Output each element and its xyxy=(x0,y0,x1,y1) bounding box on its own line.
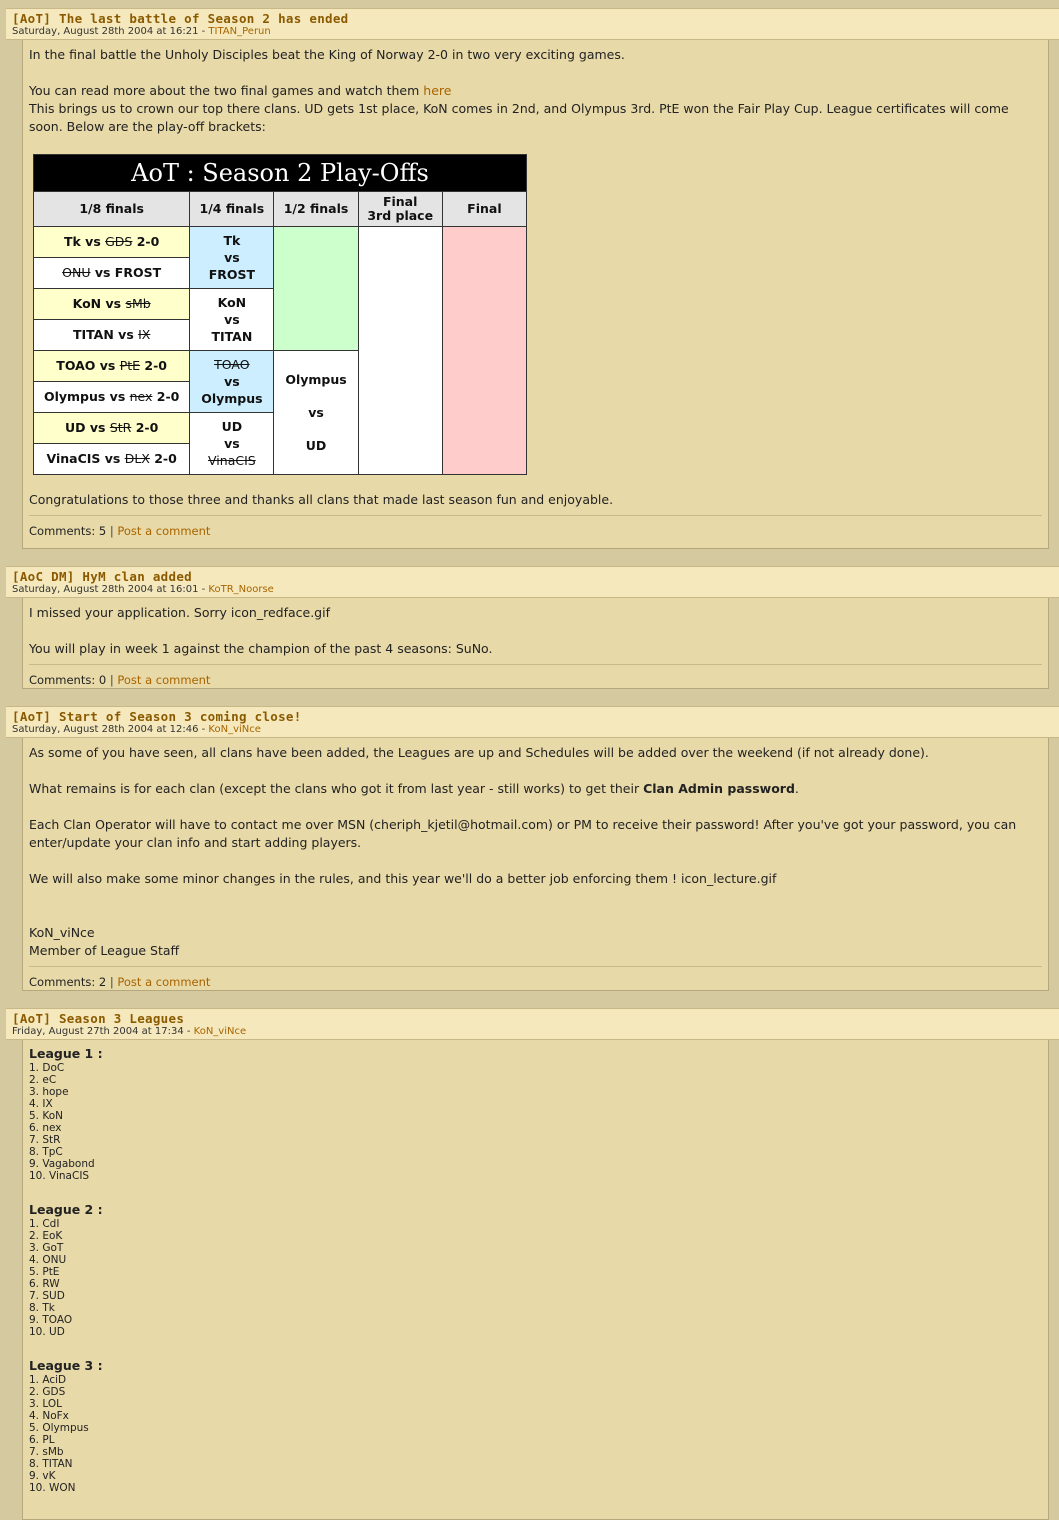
third-place-cell xyxy=(358,227,442,475)
comments-bar xyxy=(29,664,1042,689)
list-item: 3. LOL xyxy=(29,1398,62,1410)
round-header: 1/4 finals xyxy=(190,192,274,227)
post-header xyxy=(6,8,1059,40)
post-comment-link[interactable]: Post a comment xyxy=(117,975,211,989)
list-item: 10. WON xyxy=(29,1482,76,1494)
post-header xyxy=(6,706,1059,738)
post-paragraph: This brings us to crown our top there clans. UD gets 1st place, KoN comes in 2nd, and Olympus 3rd. PtE won the Fair Play Cup. League certificates will come soon. Below are the play-off brackets: xyxy=(29,101,1009,134)
sf-match-empty xyxy=(274,227,358,351)
post-paragraph: As some of you have seen, all clans have been added, the Leagues are up and Schedules will be added over the weekend (if not already done). xyxy=(29,745,929,760)
post-paragraph: Each Clan Operator will have to contact me over MSN (cheriph_kjetil@hotmail.com) or PM to receive their password! After you've got your password, you can enter/update your clan info and start adding players. xyxy=(29,817,1017,850)
signature-role: Member of League Staff xyxy=(29,943,180,958)
signature-name: KoN_viNce xyxy=(29,925,95,940)
post-paragraph: You can read more about the two final games and watch them here xyxy=(29,83,452,98)
list-item: 8. TITAN xyxy=(29,1458,73,1470)
separator: | xyxy=(109,975,114,989)
comment-count: Comments: 5 xyxy=(29,524,107,538)
r16-match: Tk vs GDS 2-0 xyxy=(34,227,190,258)
post-paragraph: We will also make some minor changes in the rules, and this year we'll do a better job enforcing them ! icon_lecture.gif xyxy=(29,871,777,886)
list-item: 9. vK xyxy=(29,1470,56,1482)
round-header: Final 3rd place xyxy=(358,192,442,227)
list-item: 2. GDS xyxy=(29,1386,66,1398)
post-paragraph: What remains is for each clan (except the clans who got it from last year - still works) to get their Clan Admin password. xyxy=(29,781,799,796)
list-item: 5. PtE xyxy=(29,1266,60,1278)
post-title: [AoT] Season 3 Leagues xyxy=(12,1011,185,1026)
r16-match: UD vs StR 2-0 xyxy=(34,413,190,444)
r16-match: TOAO vs PtE 2-0 xyxy=(34,351,190,382)
league-list xyxy=(29,1062,1042,1182)
post-body xyxy=(22,738,1049,991)
author-link[interactable]: KoTR_Noorse xyxy=(208,584,274,595)
playoff-bracket xyxy=(33,154,527,475)
post-date: Saturday, August 28th 2004 at 16:01 - xyxy=(12,584,209,595)
list-item: 7. sMb xyxy=(29,1446,64,1458)
author-link[interactable]: TITAN_Perun xyxy=(208,26,271,37)
post-paragraph: In the final battle the Unholy Disciples beat the King of Norway 2-0 in two very exciting games. xyxy=(29,47,625,62)
post-meta xyxy=(12,724,1053,736)
comments-bar xyxy=(29,966,1042,991)
round-header: Final xyxy=(442,192,526,227)
post-meta xyxy=(12,584,1053,596)
author-link[interactable]: KoN_viNce xyxy=(193,1026,247,1037)
post-title: [AoT] The last battle of Season 2 has ended xyxy=(12,11,349,26)
list-item: 7. StR xyxy=(29,1134,61,1146)
comments-bar xyxy=(29,515,1042,540)
league-title: League 2 : xyxy=(29,1202,103,1217)
round-header: 1/2 finals xyxy=(274,192,358,227)
list-item: 10. UD xyxy=(29,1326,65,1338)
list-item: 4. IX xyxy=(29,1098,53,1110)
r16-match: Olympus vs nex 2-0 xyxy=(34,382,190,413)
list-item: 5. Olympus xyxy=(29,1422,89,1434)
post-body xyxy=(22,598,1049,689)
comment-count: Comments: 2 xyxy=(29,975,107,989)
list-item: 10. VinaCIS xyxy=(29,1170,90,1182)
author-link[interactable]: KoN_viNce xyxy=(208,724,261,735)
post-meta xyxy=(12,1026,1053,1038)
post-paragraph: You will play in week 1 against the champion of the past 4 seasons: SuNo. xyxy=(29,641,493,656)
post-date: Saturday, August 28th 2004 at 12:46 - xyxy=(12,724,209,735)
league-title: League 3 : xyxy=(29,1358,103,1373)
bracket-title: AoT : Season 2 Play-Offs xyxy=(34,155,527,192)
post-paragraph: I missed your application. Sorry icon_redface.gif xyxy=(29,605,330,620)
post-body xyxy=(22,1040,1049,1520)
post-paragraph: Congratulations to those three and thanks all clans that made last season fun and enjoyable. xyxy=(29,492,614,507)
separator: | xyxy=(109,524,114,538)
post-comment-link[interactable]: Post a comment xyxy=(117,524,211,538)
list-item: 1. DoC xyxy=(29,1062,65,1074)
r16-match: TITAN vs IX xyxy=(34,320,190,351)
list-item: 5. KoN xyxy=(29,1110,63,1122)
list-item: 1. CdI xyxy=(29,1218,60,1230)
league-list xyxy=(29,1374,1042,1494)
here-link[interactable]: here xyxy=(423,83,452,98)
post-title: [AoT] Start of Season 3 coming close! xyxy=(12,709,302,724)
list-item: 6. PL xyxy=(29,1434,55,1446)
league-title: League 1 : xyxy=(29,1046,103,1061)
qf-match: UD vs VinaCIS xyxy=(190,413,274,475)
list-item: 2. EoK xyxy=(29,1230,63,1242)
list-item: 6. nex xyxy=(29,1122,62,1134)
separator: | xyxy=(109,673,114,687)
post-date: Saturday, August 28th 2004 at 16:21 - xyxy=(12,26,209,37)
round-header: 1/8 finals xyxy=(34,192,190,227)
list-item: 9. Vagabond xyxy=(29,1158,95,1170)
list-item: 8. Tk xyxy=(29,1302,55,1314)
list-item: 6. RW xyxy=(29,1278,60,1290)
news-post xyxy=(6,566,1059,689)
list-item: 3. GoT xyxy=(29,1242,64,1254)
list-item: 4. ONU xyxy=(29,1254,67,1266)
post-header xyxy=(6,566,1059,598)
r16-match: VinaCIS vs DLX 2-0 xyxy=(34,444,190,475)
news-post xyxy=(6,1008,1059,1520)
post-title: [AoC DM] HyM clan added xyxy=(12,569,192,584)
post-header xyxy=(6,1008,1059,1040)
r16-match: KoN vs sMb xyxy=(34,289,190,320)
comment-count: Comments: 0 xyxy=(29,673,107,687)
r16-match: ONU vs FROST xyxy=(34,258,190,289)
list-item: 8. TpC xyxy=(29,1146,63,1158)
qf-match: TOAO vs Olympus xyxy=(190,351,274,413)
list-item: 2. eC xyxy=(29,1074,57,1086)
list-item: 1. AciD xyxy=(29,1374,67,1386)
list-item: 9. TOAO xyxy=(29,1314,73,1326)
post-date: Friday, August 27th 2004 at 17:34 - xyxy=(12,1026,194,1037)
qf-match: KoN vs TITAN xyxy=(190,289,274,351)
list-item: 4. NoFx xyxy=(29,1410,69,1422)
league-list xyxy=(29,1218,1042,1338)
post-body xyxy=(22,40,1049,549)
post-comment-link[interactable]: Post a comment xyxy=(117,673,211,687)
post-meta xyxy=(12,26,1053,38)
qf-match: Tk vs FROST xyxy=(190,227,274,289)
news-post xyxy=(6,706,1059,991)
list-item: 3. hope xyxy=(29,1086,69,1098)
sf-match: Olympus vs UD xyxy=(274,351,358,475)
news-post xyxy=(6,8,1059,549)
list-item: 7. SUD xyxy=(29,1290,65,1302)
final-cell xyxy=(442,227,526,475)
